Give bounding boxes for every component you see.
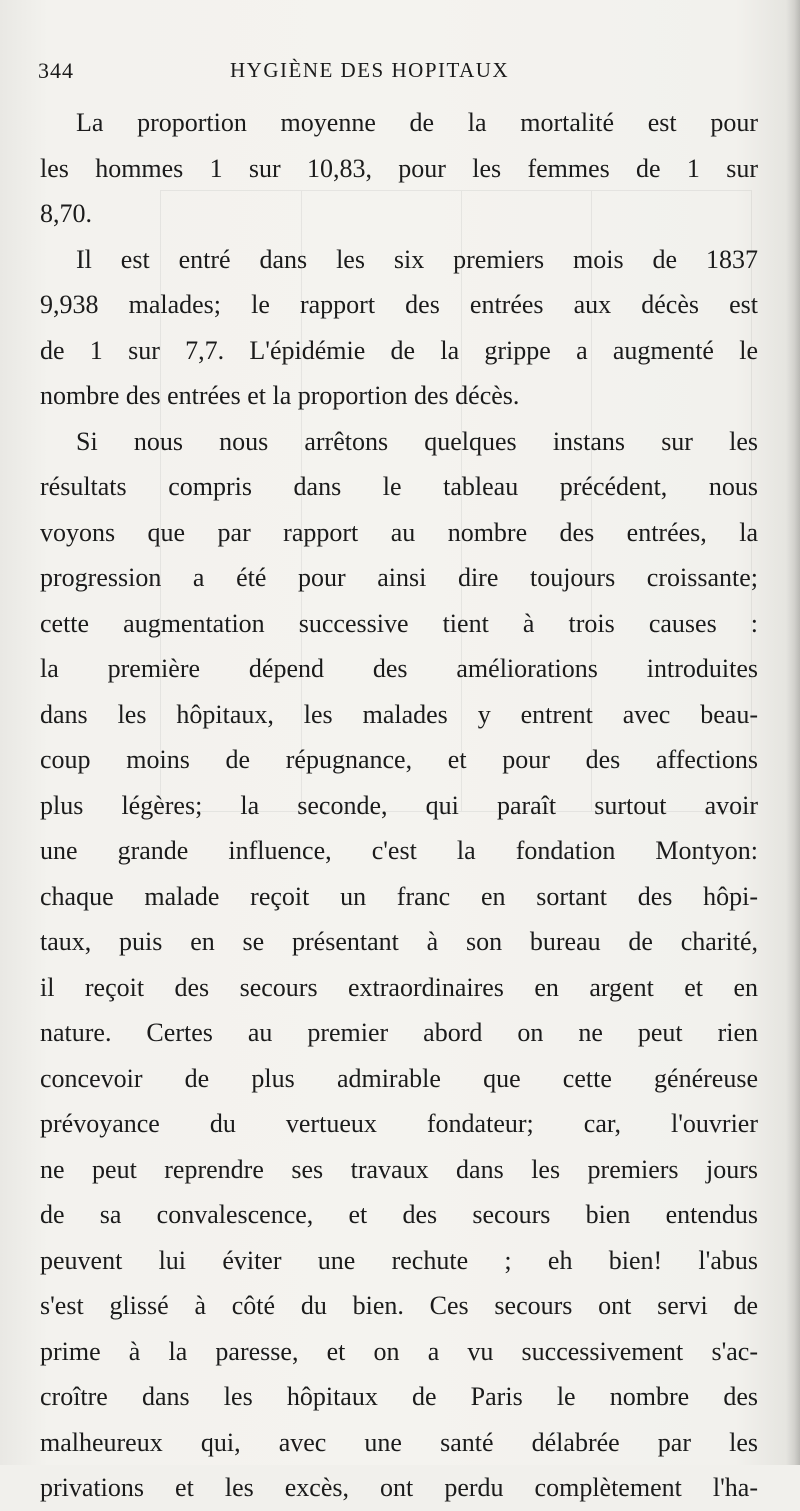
running-title: HYGIÈNE DES HOPITAUX bbox=[230, 58, 510, 82]
text-line: de sa convalescence, et des secours bien entendus bbox=[40, 1200, 758, 1229]
text-line: nature. Certes au premier abord on ne peut rien bbox=[40, 1018, 758, 1047]
text-line: peuvent lui éviter une rechute ; eh bien! l'abus bbox=[40, 1245, 758, 1275]
text-line: concevoir de plus admirable que cette généreuse bbox=[40, 1063, 758, 1093]
text-line: Il est entré dans les six premiers mois de 1837 bbox=[76, 244, 758, 274]
text-line: de 1 sur 7,7. L'épidémie de la grippe a augmenté le bbox=[40, 335, 758, 365]
page-header bbox=[38, 56, 778, 92]
page-edge-shadow bbox=[786, 0, 800, 1465]
text-line: progression a été pour ainsi dire toujours croissante; bbox=[40, 563, 758, 592]
text-line: s'est glissé à côté du bien. Ces secours ont servi de bbox=[40, 1291, 758, 1320]
text-line: 9,938 malades; le rapport des entrées aux décès est bbox=[40, 290, 758, 319]
text-line: ne peut reprendre ses travaux dans les premiers jours bbox=[40, 1154, 758, 1184]
text-line: prime à la paresse, et on a vu successivement s'ac- bbox=[40, 1336, 758, 1366]
text-line: chaque malade reçoit un franc en sortant des hôpi- bbox=[40, 881, 758, 911]
body-text bbox=[40, 100, 758, 1511]
text-line: La proportion moyenne de la mortalité est pour bbox=[76, 108, 758, 137]
text-line: voyons que par rapport au nombre des entrées, la bbox=[40, 517, 758, 547]
text-line: taux, puis en se présentant à son bureau de charité, bbox=[40, 927, 758, 956]
text-line: résultats compris dans le tableau précédent, nous bbox=[40, 472, 758, 501]
text-line: Si nous nous arrêtons quelques instans sur les bbox=[76, 426, 758, 456]
page-number: 344 bbox=[38, 58, 74, 83]
text-line: cette augmentation successive tient à trois causes : bbox=[40, 608, 758, 638]
text-line: la première dépend des améliorations introduites bbox=[40, 654, 758, 683]
text-line: il reçoit des secours extraordinaires en argent et en bbox=[40, 972, 758, 1002]
text-line: malheureux qui, avec une santé délabrée par les bbox=[40, 1427, 758, 1457]
text-line: privations et les excès, ont perdu complètement l'ha- bbox=[40, 1473, 758, 1502]
text-line: dans les hôpitaux, les malades y entrent avec beau- bbox=[40, 699, 758, 729]
text-line: coup moins de répugnance, et pour des affections bbox=[40, 745, 758, 774]
text-line: prévoyance du vertueux fondateur; car, l'ouvrier bbox=[40, 1109, 758, 1138]
text-line: les hommes 1 sur 10,83, pour les femmes de 1 sur bbox=[40, 153, 758, 183]
text-line: nombre des entrées et la proportion des décès. bbox=[40, 381, 520, 410]
text-line: croître dans les hôpitaux de Paris le nombre des bbox=[40, 1382, 758, 1411]
text-line: 8,70. bbox=[40, 199, 92, 228]
text-line: plus légères; la seconde, qui paraît surtout avoir bbox=[40, 790, 758, 820]
text-line: une grande influence, c'est la fondation Montyon: bbox=[40, 836, 758, 865]
